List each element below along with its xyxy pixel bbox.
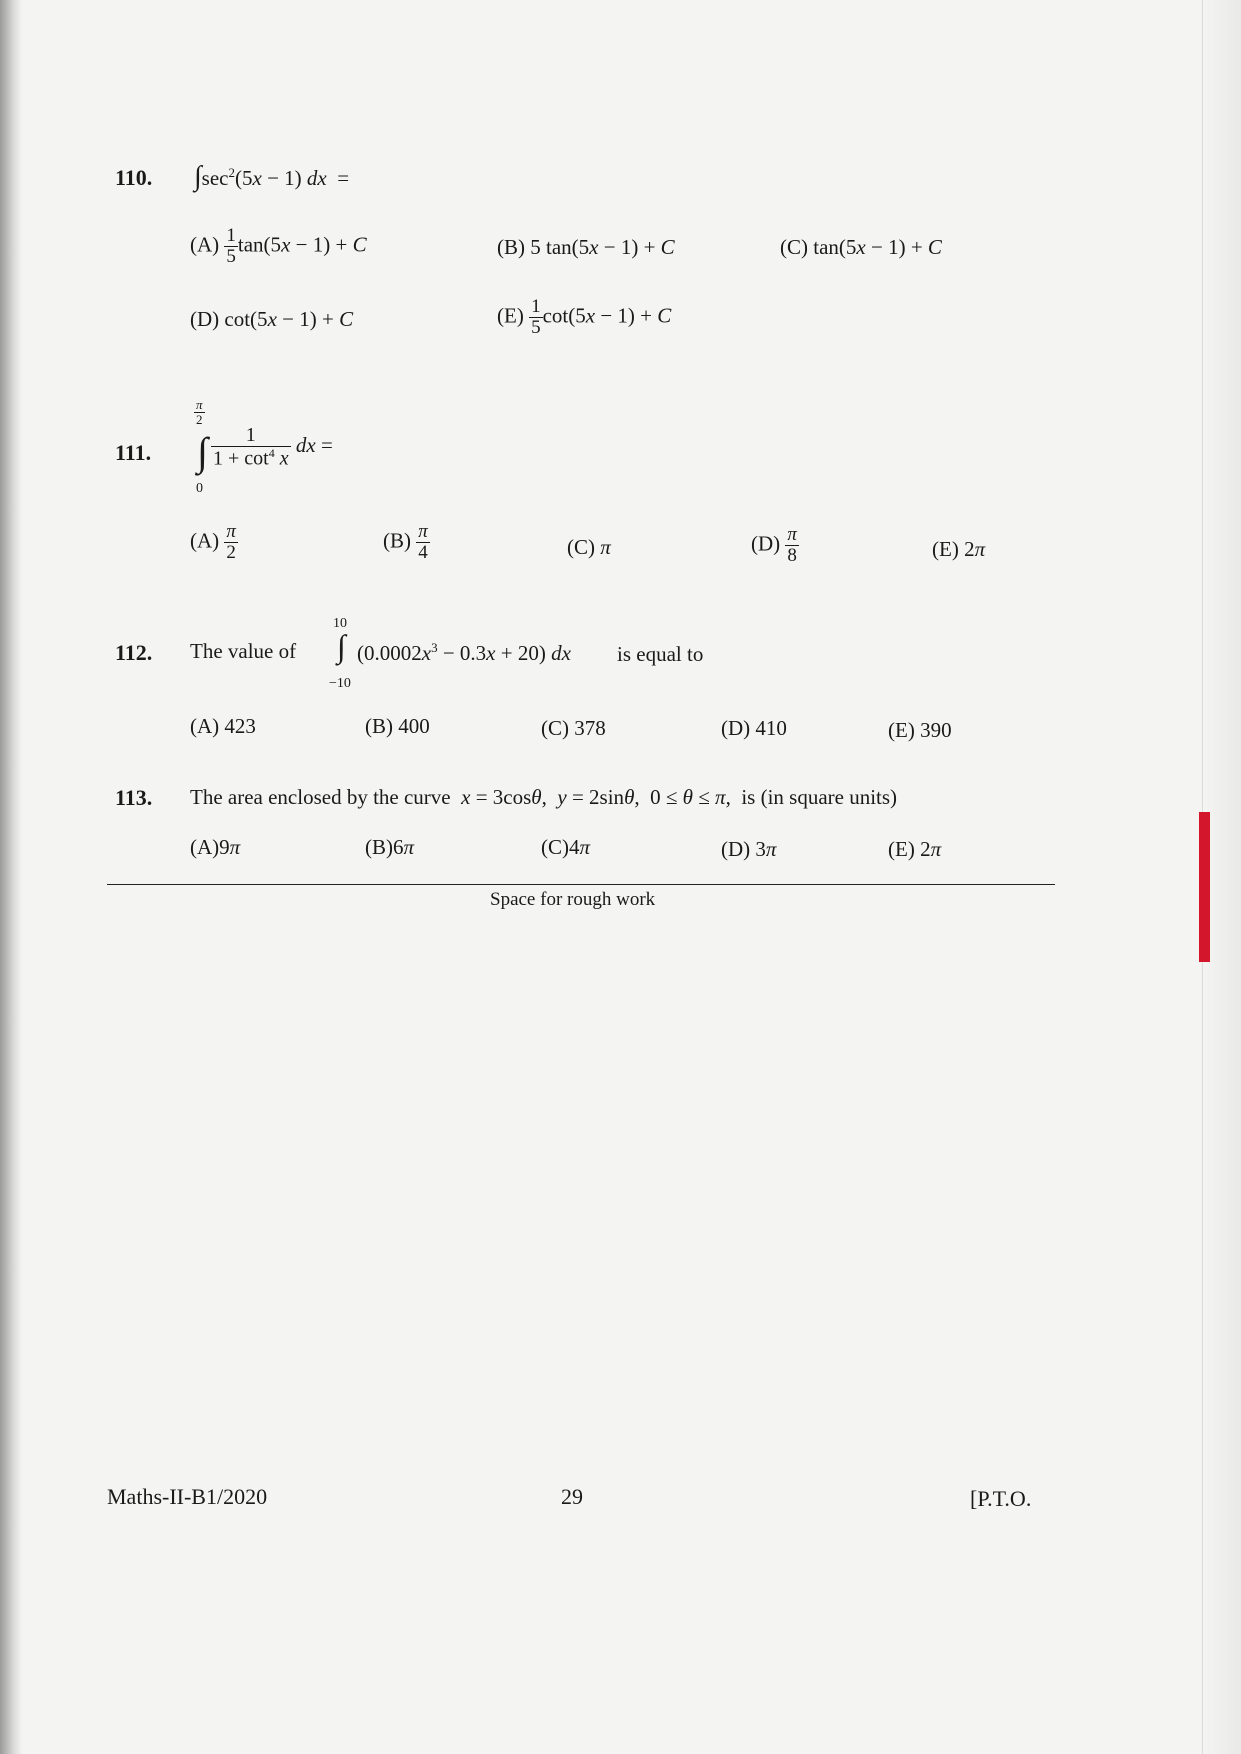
option-c[interactable]: (C)4π: [541, 835, 591, 859]
option-d[interactable]: (D) 3π: [721, 837, 777, 861]
option-c[interactable]: (C) 378: [541, 716, 606, 740]
question-stem: The area enclosed by the curve x = 3cosθ, y = 2sinθ, 0 ≤ θ ≤ π, is (in square units): [190, 785, 898, 809]
integral-sign: ∫: [197, 429, 208, 474]
integral-sign: ∫: [337, 628, 346, 664]
option-e[interactable]: (E) 2π: [888, 837, 942, 861]
option-a[interactable]: (A)9π: [190, 835, 241, 859]
question-stem-suffix: is equal to: [617, 642, 704, 666]
option-d[interactable]: (D) cot(5x − 1) + C: [190, 307, 354, 331]
option-c[interactable]: (C) π: [567, 535, 611, 559]
option-e[interactable]: (E) 2π: [932, 537, 986, 561]
option-c[interactable]: (C) tan(5x − 1) + C: [780, 235, 942, 259]
option-d[interactable]: (D) 410: [721, 716, 787, 740]
option-e[interactable]: (E) 390: [888, 718, 952, 742]
option-e[interactable]: (E) $\frac{1}{5}$ cot(5x − 1) + C: [497, 296, 672, 338]
option-a[interactable]: (A) $\frac{1}{5}$ tan(5x − 1) + C: [190, 225, 367, 267]
option-a[interactable]: (A) $\frac{\pi}{2}$: [190, 521, 236, 563]
option-b[interactable]: (B) 400: [365, 714, 430, 738]
rough-work-label: Space for rough work: [490, 889, 656, 910]
upper-limit: 10: [333, 616, 347, 631]
option-b[interactable]: (B) $\frac{\pi}{4}$: [383, 521, 428, 563]
rough-work-divider: [107, 884, 1055, 885]
question-number: 113.: [115, 785, 153, 810]
integrand: $(0.0002x^3 - 0.3x + 20)$ dx: [357, 640, 571, 665]
option-b[interactable]: (B)6π: [365, 835, 415, 859]
upper-limit: $\frac{\pi}{2}$: [196, 397, 203, 427]
pto-label: [P.T.O.: [970, 1486, 1032, 1511]
question-stem-prefix: The value of: [190, 639, 297, 663]
question-stem: $\int\sec^2(5x - 1)$ dx =: [194, 161, 350, 192]
lower-limit: −10: [329, 676, 351, 691]
option-a[interactable]: (A) 423: [190, 714, 256, 738]
option-b[interactable]: (B) 5 tan(5x − 1) + C: [497, 235, 675, 259]
red-margin-mark: [1199, 812, 1210, 962]
question-number: 110.: [115, 165, 153, 190]
question-stem: $\frac{1}{1 + \cot^4 x}$ dx =: [213, 424, 333, 470]
lower-limit: 0: [196, 481, 203, 496]
page-number: 29: [561, 1484, 583, 1509]
option-d[interactable]: (D) $\frac{\pi}{8}$: [751, 524, 797, 566]
paper-code: Maths-II-B1/2020: [107, 1484, 268, 1509]
question-number: 112.: [115, 640, 153, 665]
question-number: 111.: [115, 440, 152, 465]
scan-shadow-left: [0, 0, 22, 1754]
